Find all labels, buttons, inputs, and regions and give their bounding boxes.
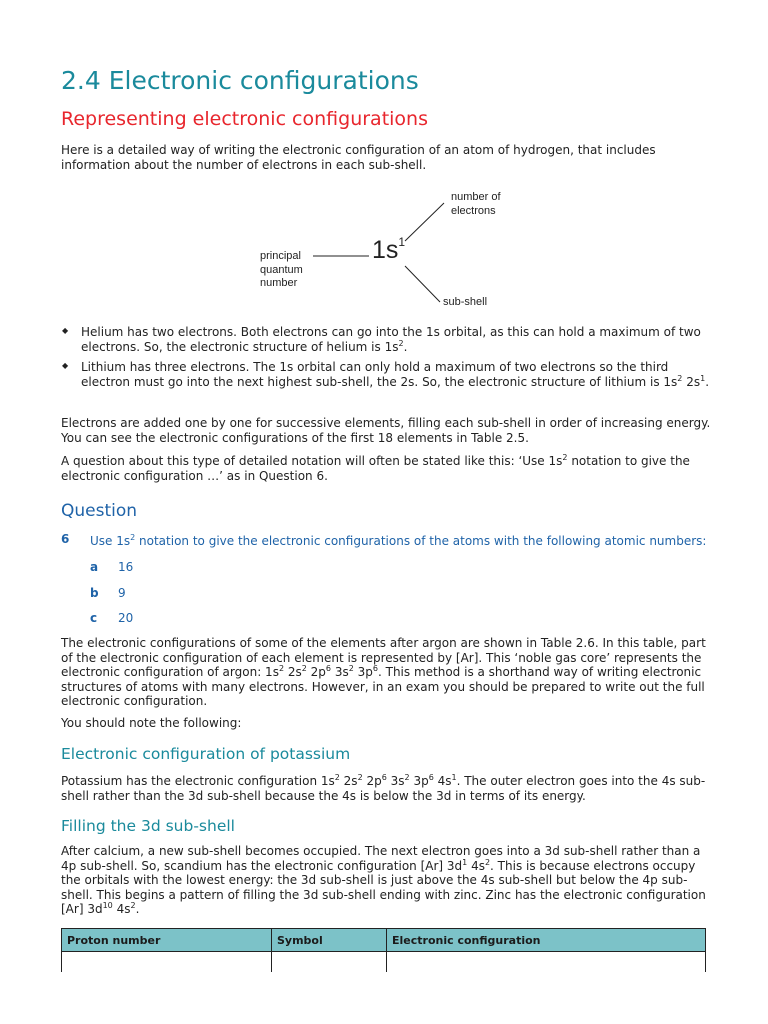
bullet-helium: Helium has two electrons. Both electrons can go into the 1s orbital, as this can hold a maximum of two electrons. So, the electronic structure of helium is $1s^2$. <box>81 325 701 354</box>
column-header: Electronic configuration <box>387 929 706 952</box>
paragraph-potassium: Potassium has the electronic configuration $1s^2$ $2s^2$ $2p^6$ $3s^2$ $3p^6$ $4s^1$. The outer electron goes into the 4s sub-shell rather than the 3d sub-shell because the 4s is below the 3d in terms of its energy. <box>61 773 706 803</box>
notation-diagram <box>250 186 520 316</box>
heading-filling-3d: Filling the 3d sub-shell <box>61 817 235 835</box>
option-letter: a <box>90 560 99 574</box>
option-value: 20 <box>118 611 134 625</box>
column-header: Symbol <box>272 929 387 952</box>
option-value: 9 <box>118 586 126 600</box>
subtitle: Representing electronic configurations <box>61 108 428 130</box>
heading-potassium: Electronic configuration of potassium <box>61 745 351 763</box>
label-number-of-electrons: number of electrons <box>451 191 501 217</box>
label-sub-shell: sub-shell <box>443 296 488 308</box>
configuration-table <box>61 928 706 972</box>
question-number: 6 <box>61 532 70 546</box>
notation-1s1: $1s^1$ <box>372 235 406 264</box>
section-title: 2.4 Electronic configurations <box>61 66 419 95</box>
label-principal-quantum-number: principal quantum number <box>260 250 303 289</box>
table-row <box>62 952 706 973</box>
table-cell <box>387 952 706 973</box>
table-cell <box>272 952 387 973</box>
intro-paragraph: Here is a detailed way of writing the electronic configuration of an atom of hydrogen, that includes information about the number of electrons in each sub-shell. <box>61 143 656 172</box>
option-value: 16 <box>118 560 134 574</box>
table-header-row <box>62 929 706 952</box>
paragraph-electrons-added: Electrons are added one by one for successive elements, filling each sub-shell in order of increasing energy. You can see the electronic configurations of the first 18 elements in Table 2.5. <box>61 416 711 445</box>
table-cell <box>62 952 272 973</box>
paragraph-question-notation: A question about this type of detailed notation will often be stated like this: ‘Use $1s^2$ notation to give the electronic configuration …’ as in Question 6. <box>61 453 690 483</box>
question-heading: Question <box>61 501 138 521</box>
bullet-lithium: Lithium has three electrons. The 1s orbital can only hold a maximum of two electrons so the third electron must go into the next highest sub-shell, the 2s. So, the electronic structure of lithium is $1s^2$ $2s^1$. <box>81 360 710 389</box>
paragraph-note: You should note the following: <box>61 716 242 730</box>
paragraph-filling-3d: After calcium, a new sub-shell becomes occupied. The next electron goes into a 3d sub-shell rather than a 4p sub-shell. So, scandium has the electronic configuration [Ar] $3d^1$ $4s^2$. This is because electrons occupy the orbitals with the lowest energy: the 3d sub-shell is just above the 4s sub-shell but below the 4p sub-shell. This begins a pattern of filling the 3d sub-shell ending with zinc. Zinc has the electronic configuration [Ar] $3d^{10}$ $4s^2$. <box>61 844 706 917</box>
paragraph-argon-core: The electronic configurations of some of the elements after argon are shown in Table 2.6. In this table, part of the electronic configuration of each element is represented by [Ar]. This ‘noble gas core’ represents the electronic configuration of argon: $1s^2$ $2s^2$ $2p^6$ $3s^2$ $3p^6$. This method is a shorthand way of writing electronic structures of atoms with many electrons. However, in an exam you should be prepared to write out the full electronic configuration. <box>61 636 706 709</box>
bullet-icon: ◆ <box>62 326 69 335</box>
column-header: Proton number <box>62 929 272 952</box>
option-letter: b <box>90 586 99 600</box>
bullet-icon: ◆ <box>62 361 69 370</box>
question-text: Use $1s^2$ notation to give the electronic configurations of the atoms with the following atomic numbers: <box>90 533 707 548</box>
option-letter: c <box>90 611 98 625</box>
